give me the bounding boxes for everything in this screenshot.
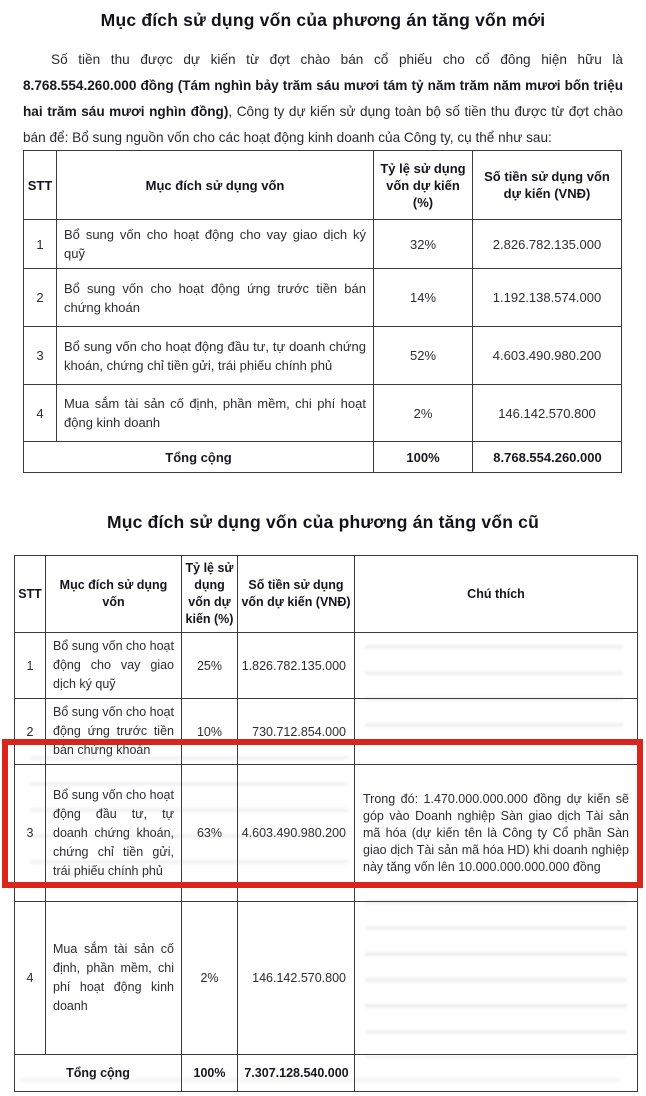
cell-purpose: Bổ sung vốn cho hoạt động cho vay giao dịch ký quỹ (46, 633, 182, 699)
cell-stt: 1 (15, 633, 46, 699)
section-title-old-plan: Mục đích sử dụng vốn của phương án tăng vốn cũ (107, 512, 539, 532)
cell-total-ratio: 100% (374, 442, 473, 473)
cell-ratio: 10% (182, 699, 238, 765)
intro-lead-text: Số tiền thu được dự kiến từ đợt chào bán cổ phiếu cho cổ đông hiện hữu là (51, 52, 623, 67)
cell-purpose: Bổ sung vốn cho hoạt động ứng trước tiền bán chứng khoán (57, 269, 374, 327)
cell-amount: 1.826.782.135.000 (238, 633, 355, 699)
table-row (24, 269, 622, 327)
column-header-amount: Số tiền sử dụng vốn dự kiến (VNĐ) (473, 151, 622, 220)
table-header-row (24, 151, 622, 220)
cell-note (355, 699, 638, 765)
cell-amount: 2.826.782.135.000 (473, 220, 622, 269)
cell-total-label: Tổng cộng (15, 1055, 182, 1092)
cell-note: Trong đó: 1.470.000.000.000 đồng dự kiến sẽ góp vào Doanh nghiệp Sàn giao dịch Tài sản mã hóa (dự kiến tên là Công ty Cổ phần Sàn giao dịch Tài sản mã hóa HD) khi doanh nghiệp này tăng vốn lên 10.000.000.000.000 đồng (355, 765, 638, 902)
column-header-note: Chú thích (355, 556, 638, 633)
table-new-plan (23, 150, 622, 473)
cell-note (355, 633, 638, 699)
cell-amount: 4.603.490.980.200 (473, 327, 622, 385)
cell-stt: 4 (24, 385, 57, 442)
cell-amount: 146.142.570.800 (473, 385, 622, 442)
table-row (24, 220, 622, 269)
column-header-amount: Số tiền sử dụng vốn dự kiến (VNĐ) (238, 556, 355, 633)
cell-total-label: Tổng cộng (24, 442, 374, 473)
cell-ratio: 63% (182, 765, 238, 902)
cell-total-amount: 7.307.128.540.000 (238, 1055, 355, 1092)
section-title-new-plan: Mục đích sử dụng vốn của phương án tăng vốn mới (100, 10, 546, 30)
column-header-stt: STT (24, 151, 57, 220)
table-header-row (15, 556, 638, 633)
cell-purpose: Bổ sung vốn cho hoạt động đầu tư, tự doanh chứng khoán, chứng chỉ tiền gửi, trái phiếu chính phủ (57, 327, 374, 385)
column-header-purpose: Mục đích sử dụng vốn (46, 556, 182, 633)
table-row-highlighted (15, 765, 638, 902)
cell-stt: 2 (24, 269, 57, 327)
cell-stt: 4 (15, 902, 46, 1055)
cell-amount: 4.603.490.980.200 (238, 765, 355, 902)
table-row (24, 385, 622, 442)
cell-ratio: 25% (182, 633, 238, 699)
cell-total-note (355, 1055, 638, 1092)
table-row (15, 633, 638, 699)
table-total-row (15, 1055, 638, 1092)
cell-ratio: 14% (374, 269, 473, 327)
cell-ratio: 52% (374, 327, 473, 385)
table-row (15, 902, 638, 1055)
table-row (24, 327, 622, 385)
cell-amount: 730.712.854.000 (238, 699, 355, 765)
intro-amount-text: 8.768.554.260.000 đồng (Tám nghìn bảy trăm sáu mươi tám tỷ năm trăm năm mươi bốn triệu hai trăm sáu mươi nghìn đồng) (23, 78, 623, 119)
cell-amount: 1.192.138.574.000 (473, 269, 622, 327)
intro-paragraph (23, 47, 623, 151)
cell-amount: 146.142.570.800 (238, 902, 355, 1055)
cell-stt: 1 (24, 220, 57, 269)
cell-ratio: 2% (182, 902, 238, 1055)
column-header-purpose: Mục đích sử dụng vốn (57, 151, 374, 220)
cell-total-ratio: 100% (182, 1055, 238, 1092)
cell-ratio: 32% (374, 220, 473, 269)
cell-purpose: Bổ sung vốn cho hoạt động đầu tư, tự doanh chứng khoán, chứng chỉ tiền gửi, trái phiếu chính phủ (46, 765, 182, 902)
cell-stt: 3 (15, 765, 46, 902)
cell-purpose: Mua sắm tài sản cố định, phần mềm, chi phí hoạt động kinh doanh (46, 902, 182, 1055)
table-row (15, 699, 638, 765)
table-old-plan (14, 555, 638, 1092)
column-header-stt: STT (15, 556, 46, 633)
column-header-ratio: Tỷ lệ sử dụng vốn dự kiến (%) (182, 556, 238, 633)
cell-purpose: Mua sắm tài sản cố định, phần mềm, chi phí hoạt động kinh doanh (57, 385, 374, 442)
cell-ratio: 2% (374, 385, 473, 442)
column-header-ratio: Tỷ lệ sử dụng vốn dự kiến (%) (374, 151, 473, 220)
cell-purpose: Bổ sung vốn cho hoạt động ứng trước tiền bán chứng khoán (46, 699, 182, 765)
cell-purpose: Bổ sung vốn cho hoạt động cho vay giao dịch ký quỹ (57, 220, 374, 269)
intro-rest-text: , Công ty dự kiến sử dụng toàn bộ số tiền thu được từ đợt chào bán để: Bổ sung nguồn vốn cho các hoạt động kinh doanh của Công ty, cụ thể như sau: (23, 104, 623, 145)
cell-total-amount: 8.768.554.260.000 (473, 442, 622, 473)
cell-stt: 3 (24, 327, 57, 385)
cell-stt: 2 (15, 699, 46, 765)
table-total-row (24, 442, 622, 473)
cell-note (355, 902, 638, 1055)
